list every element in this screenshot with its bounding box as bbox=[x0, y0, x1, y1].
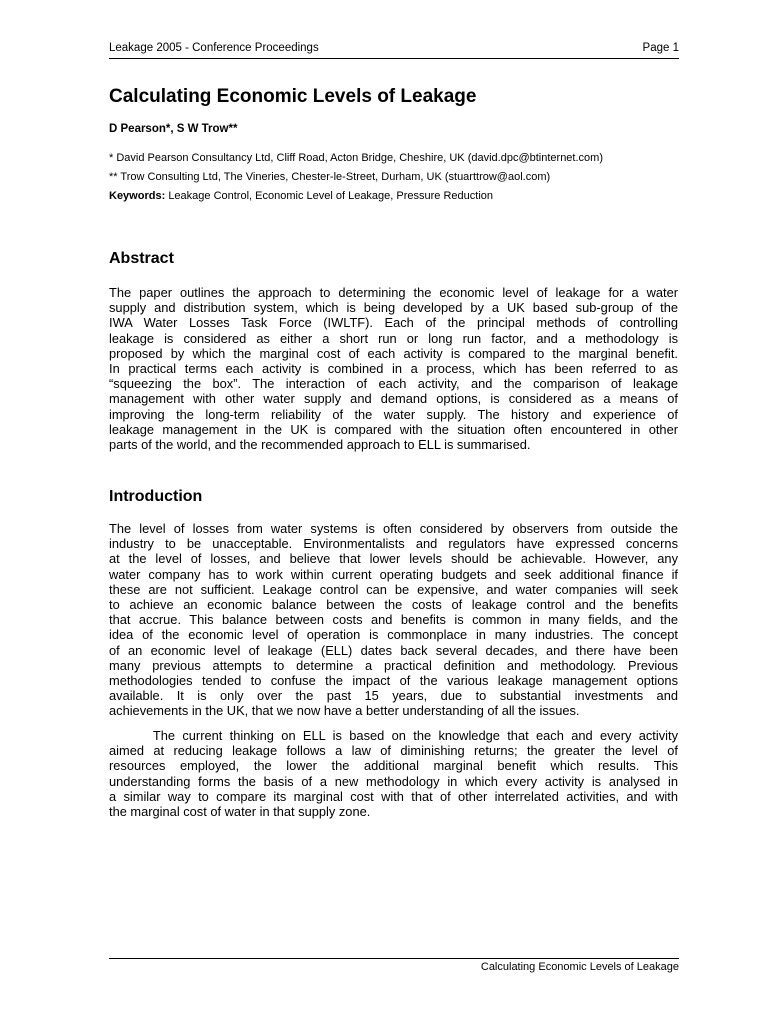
text-line: “squeezing the box”. The interaction of each activity, and the comparison of leakage bbox=[109, 376, 678, 392]
text-line: the marginal cost of water in that supply zone. bbox=[109, 804, 371, 820]
text-line: aimed at reducing leakage follows a law of diminishing returns; the greater the level of bbox=[109, 743, 678, 759]
text-line: water company has to work within current operating budgets and seek additional finance if bbox=[109, 566, 678, 582]
keywords bbox=[109, 190, 493, 202]
text-line: leakage is considered as either a short run or long run factor, and a methodology is bbox=[109, 330, 678, 346]
text-line: of an economic level of leakage (ELL) dates back several decades, and there have been bbox=[109, 642, 678, 658]
text-line: parts of the world, and the recommended approach to ELL is summarised. bbox=[109, 437, 531, 453]
header-proceedings-title: Leakage 2005 - Conference Proceedings bbox=[109, 42, 319, 54]
introduction-paragraph-1 bbox=[109, 521, 678, 719]
text-line: resources employed, the lower the additional marginal benefit which results. This bbox=[109, 758, 678, 774]
text-line: industry to be unacceptable. Environmentalists and regulators have expressed concerns bbox=[109, 536, 678, 552]
abstract-heading: Abstract bbox=[109, 250, 174, 267]
affiliation-1: * David Pearson Consultancy Ltd, Cliff Road, Acton Bridge, Cheshire, UK (david.dpc@btinternet.com) bbox=[109, 152, 603, 164]
abstract-paragraph bbox=[109, 285, 678, 452]
text-line: achievements in the UK, that we now have a better understanding of all the issues. bbox=[109, 703, 580, 719]
text-line: improving the long-term reliability of the water supply. The history and experience of bbox=[109, 406, 678, 422]
text-line: understanding forms the basis of a new methodology in which every activity is analysed in bbox=[109, 773, 678, 789]
text-line: supply and distribution system, which is being developed by a UK based sub-group of the bbox=[109, 300, 678, 316]
text-line: to achieve an economic balance between the costs of leakage control and the benefits bbox=[109, 597, 678, 613]
text-line: that accrue. This balance between costs and benefits is common in many fields, and the bbox=[109, 612, 678, 628]
page-header bbox=[109, 42, 679, 59]
header-page-number: Page 1 bbox=[642, 42, 679, 54]
introduction-heading: Introduction bbox=[109, 488, 203, 505]
text-line: The level of losses from water systems is often considered by observers from outside the bbox=[109, 521, 678, 536]
introduction-paragraph-2 bbox=[109, 728, 678, 819]
text-line: a similar way to compare its marginal cost with that of other interrelated activities, and with bbox=[109, 788, 678, 804]
text-line: proposed by which the marginal cost of each activity is compared to the marginal benefit. bbox=[109, 345, 678, 361]
keywords-text: Leakage Control, Economic Level of Leakage, Pressure Reduction bbox=[168, 190, 494, 202]
text-line: idea of the economic level of operation is commonplace in many industries. The concept bbox=[109, 627, 678, 643]
text-line: methodologies tended to confuse the impact of the various leakage management options bbox=[109, 673, 678, 689]
text-line: many previous attempts to determine a practical definition and methodology. Previous bbox=[109, 657, 678, 673]
affiliation-2: ** Trow Consulting Ltd, The Vineries, Chester-le-Street, Durham, UK (stuarttrow@aol.com) bbox=[109, 171, 551, 183]
text-line: In practical terms each activity is combined in a process, which has been referred to as bbox=[109, 361, 678, 377]
text-line: leakage management in the UK is compared with the situation often encountered in other bbox=[109, 421, 678, 437]
page-footer bbox=[109, 958, 679, 975]
text-line: available. It is only over the past 15 years, due to substantial investments and bbox=[109, 688, 678, 704]
text-line: IWA Water Losses Task Force (IWLTF). Each of the principal methods of controlling bbox=[109, 315, 678, 331]
text-line: The paper outlines the approach to determining the economic level of leakage for a water bbox=[109, 285, 678, 300]
text-line: these are not sufficient. Leakage control can be expensive, and water companies will seek bbox=[109, 581, 678, 597]
paper-title: Calculating Economic Levels of Leakage bbox=[109, 86, 477, 107]
text-line: The current thinking on ELL is based on the knowledge that each and every activity bbox=[109, 728, 678, 743]
footer-running-title: Calculating Economic Levels of Leakage bbox=[480, 961, 679, 973]
keywords-label: Keywords: bbox=[109, 190, 166, 202]
text-line: at the level of losses, and believe that lower levels should be achievable. However, any bbox=[109, 551, 678, 567]
paper-authors: D Pearson*, S W Trow** bbox=[109, 123, 238, 135]
text-line: management with other water supply and demand options, is considered as a means of bbox=[109, 391, 678, 407]
